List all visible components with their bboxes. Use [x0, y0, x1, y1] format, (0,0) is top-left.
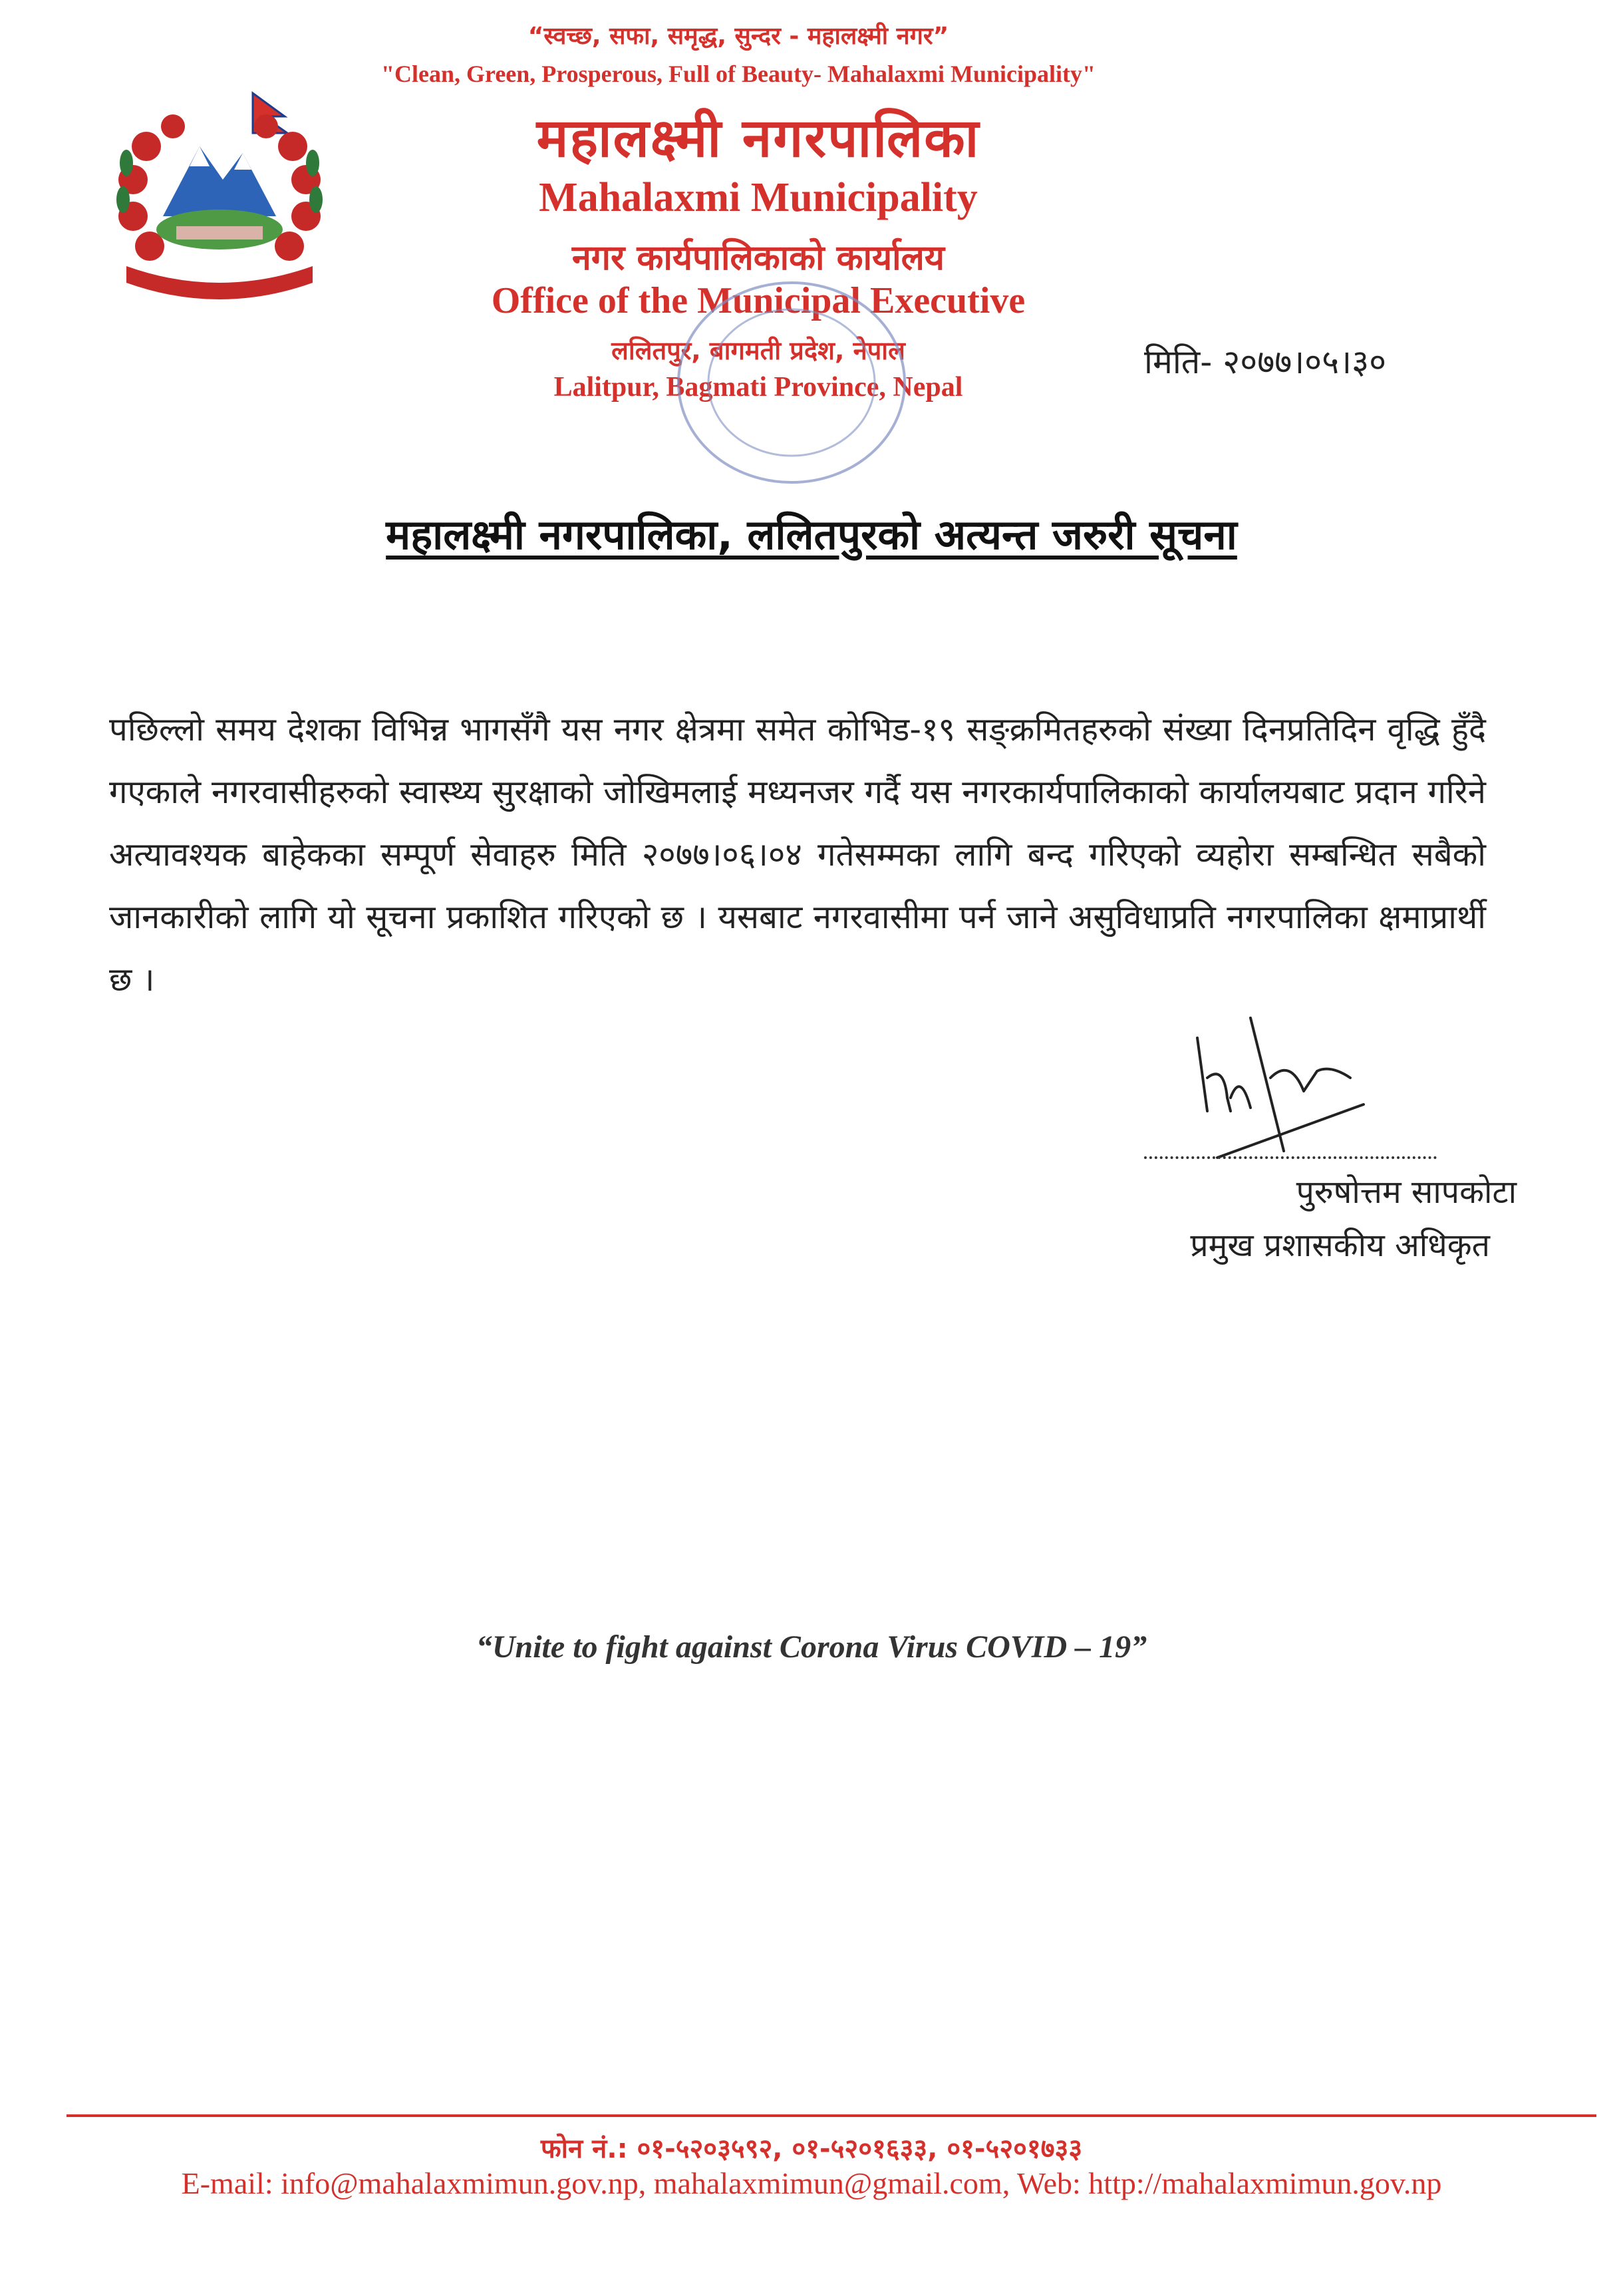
- office-name-english: Office of the Municipal Executive: [491, 280, 1026, 321]
- office-name-nepali: नगर कार्यपालिकाको कार्यालय: [571, 238, 945, 278]
- address-nepali: ललितपुर, बागमती प्रदेश, नेपाल: [611, 336, 905, 365]
- organization-name-nepali: महालक्ष्मी नगरपालिका: [536, 107, 980, 169]
- footer-contact-info: E-mail: info@mahalaxmimun.gov.np, mahalaxmimun@gmail.com, Web: http://mahalaxmimun.gov.np: [181, 2166, 1442, 2200]
- footer-phone-numbers: फोन नं.: ०१-५२०३५९२, ०१-५२०१६३३, ०१-५२०१७३३: [540, 2134, 1083, 2164]
- tagline-nepali: “स्वच्छ, सफा, समृद्ध, सुन्दर - महालक्ष्मी नगर”: [527, 23, 949, 50]
- tagline-english: "Clean, Green, Prosperous, Full of Beauty- Mahalaxmi Municipality": [381, 61, 1096, 87]
- notice-heading: महालक्ष्मी नगरपालिका, ललितपुरको अत्यन्त जरुरी सूचना: [386, 510, 1237, 559]
- notice-body: पछिल्लो समय देशका विभिन्न भागसँगै यस नगर क्षेत्रमा समेत कोभिड-१९ सङ्क्रमितहरुको संख्या दिनप्रतिदिन वृद्धि हुँदै गएकाले नगरवासीहरुको स्वास्थ्य सुरक्षाको जोखिमलाई मध्यनजर गर्दै यस नगरकार्यपालिकाको कार्यालयबाट प्रदान गरिने अत्यावश्यक बाहेकका सम्पूर्ण सेवाहरु मिति २०७७।०६।०४ गतेसम्मका लागि बन्द गरिएको व्यहोरा सम्बन्धित सबैको जानकारीको लागि यो सूचना प्रकाशित गरिएको छ । यसबाट नगरवासीमा पर्न जाने असुविधाप्रति नगरपालिका क्षमाप्रार्थी छ ।: [109, 711, 1487, 999]
- office-stamp-icon: [665, 273, 918, 492]
- address-english: Lalitpur, Bagmati Province, Nepal: [553, 372, 963, 403]
- nepal-emblem-icon: [100, 86, 339, 299]
- signature-line: [1144, 1156, 1437, 1159]
- signatory-title: प्रमुख प्रशासकीय अधिकृत: [1190, 1227, 1490, 1264]
- covid-slogan: “Unite to fight against Corona Virus COVID – 19”: [476, 1629, 1147, 1665]
- signature-icon: [1177, 998, 1377, 1171]
- letter-date: मिति- २०७७।०५।३०: [1144, 343, 1387, 381]
- organization-name-english: Mahalaxmi Municipality: [539, 175, 978, 220]
- footer-divider: [67, 2114, 1596, 2117]
- signatory-name: पुरुषोत्तम सापकोटा: [1296, 1174, 1517, 1211]
